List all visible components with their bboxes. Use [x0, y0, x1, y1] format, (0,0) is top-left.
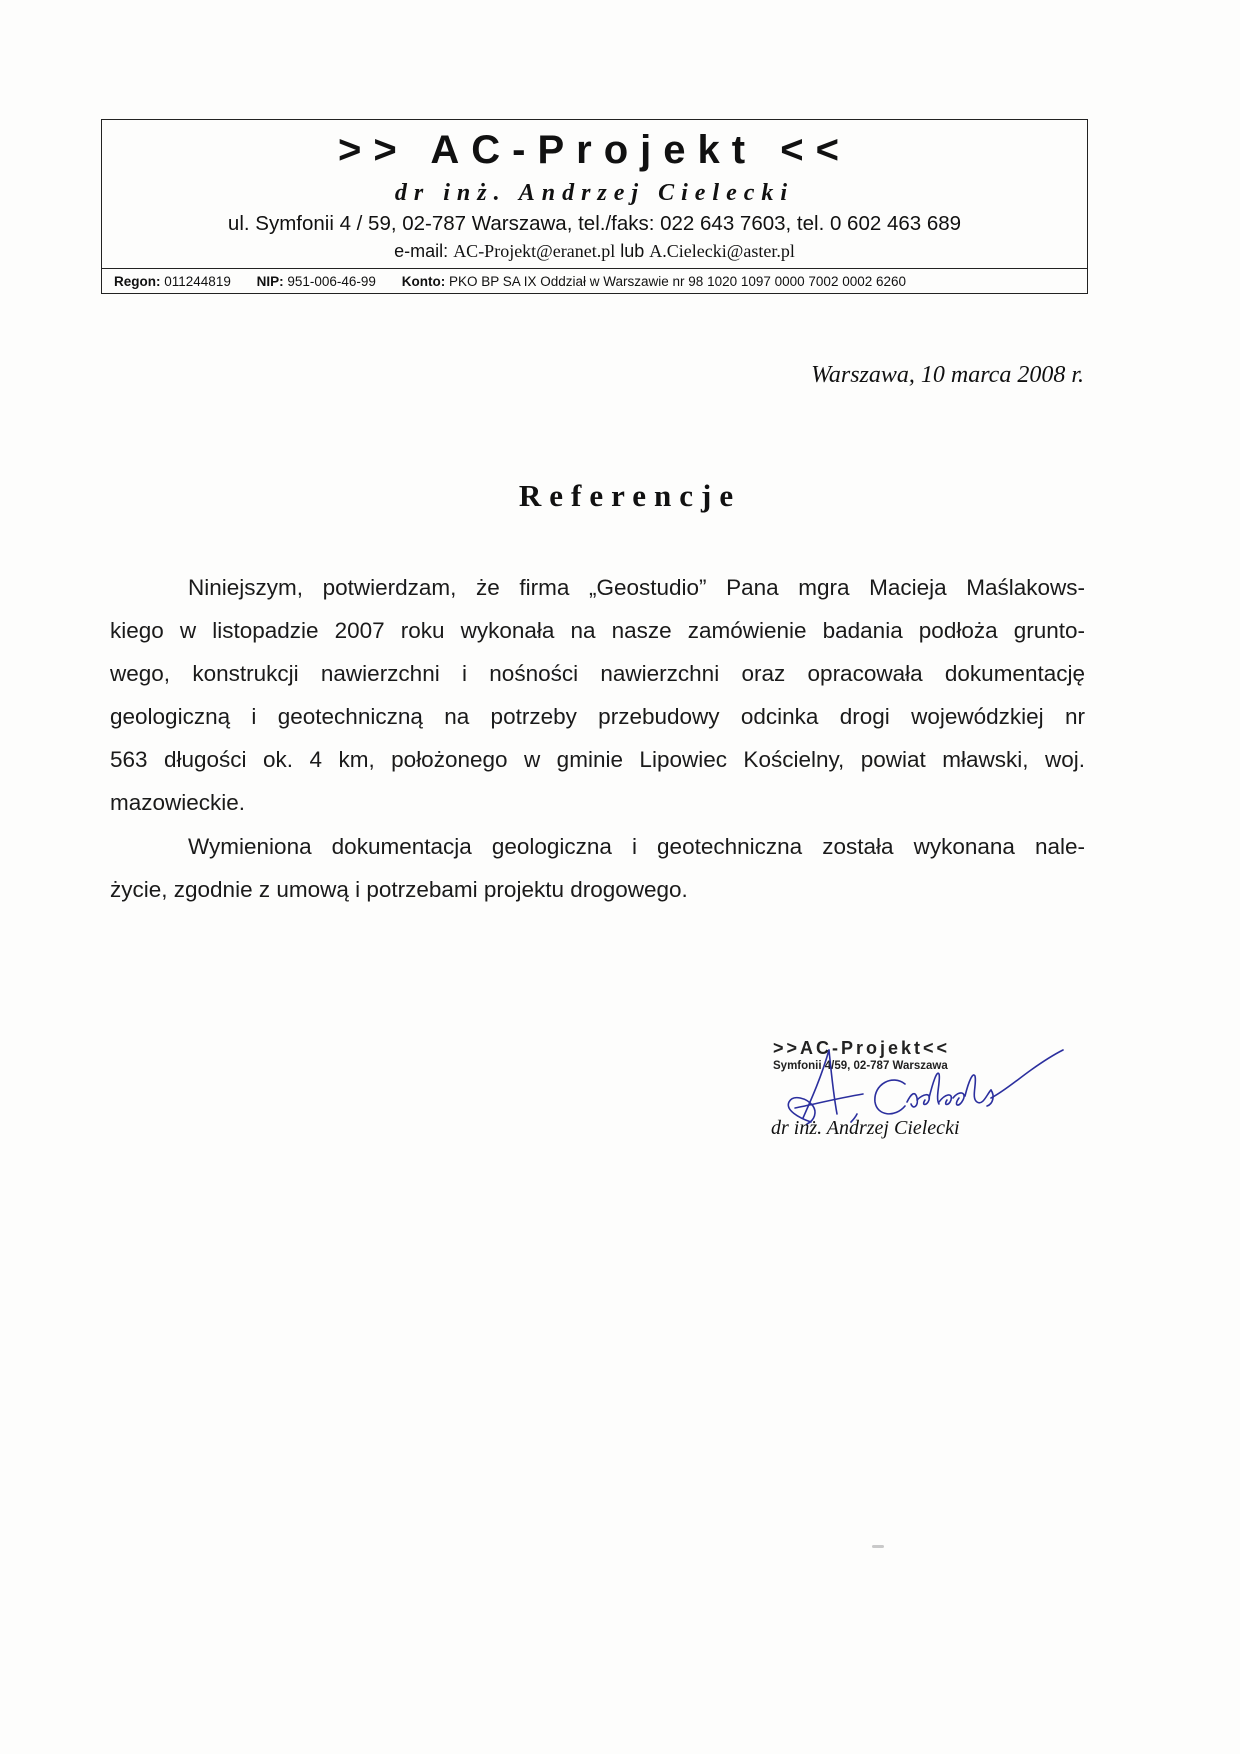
- regon-value: 011244819: [164, 274, 231, 289]
- paragraph-line: kiego w listopadzie 2007 roku wykonała na nasze zamówienie badania podłoża grunto-: [110, 618, 1085, 643]
- nip-label: NIP:: [256, 274, 284, 289]
- company-address: ul. Symfonii 4 / 59, 02-787 Warszawa, tel./faks: 022 643 7603, tel. 0 602 463 689: [227, 212, 962, 235]
- regon-label: Regon:: [114, 274, 161, 289]
- email-separator: lub: [620, 241, 645, 261]
- scan-mark: [872, 1545, 884, 1548]
- signer-name: dr inż. Andrzej Cielecki: [771, 1117, 960, 1139]
- company-owner: dr inż. Andrzej Cielecki: [394, 180, 795, 206]
- paragraph-line: Niniejszym, potwierdzam, że firma „Geostudio” Pana mgra Macieja Maślakows-: [188, 575, 1085, 600]
- stamp-company-name: >>AC-Projekt<<: [773, 1038, 951, 1058]
- letterhead: [101, 119, 1088, 294]
- email-secondary: A.Cielecki@aster.pl: [649, 241, 795, 261]
- konto-value: PKO BP SA IX Oddział w Warszawie nr 98 1020 1097 0000 7002 0002 6260: [448, 274, 907, 289]
- paragraph-line: mazowieckie.: [110, 790, 246, 815]
- email-label: e-mail:: [394, 241, 449, 261]
- company-email-line: [102, 241, 1087, 262]
- letter-title: Referencje: [518, 478, 742, 513]
- email-primary: AC-Projekt@eranet.pl: [453, 241, 616, 261]
- paragraph-line: Wymieniona dokumentacja geologiczna i geotechniczna została wykonana nale-: [188, 834, 1085, 859]
- body-paragraph-1: [110, 566, 1085, 824]
- stamp-address: Symfonii 4/59, 02-787 Warszawa: [773, 1060, 948, 1072]
- letter-date: Warszawa, 10 marca 2008 r.: [811, 362, 1084, 388]
- paragraph-line: 563 długości ok. 4 km, położonego w gminie Lipowiec Kościelny, powiat mławski, woj.: [110, 747, 1085, 772]
- konto-label: Konto:: [401, 274, 446, 289]
- paragraph-line: życie, zgodnie z umową i potrzebami projektu drogowego.: [110, 877, 688, 902]
- paragraph-line: geologiczną i geotechniczną na potrzeby przebudowy odcinka drogi wojewódzkiej nr: [110, 704, 1085, 729]
- body-paragraph-2: [110, 825, 1085, 911]
- company-name: >> AC-Projekt <<: [338, 128, 851, 172]
- nip-value: 951-006-46-99: [287, 274, 376, 289]
- company-registration-line: [102, 268, 1087, 293]
- paragraph-line: wego, konstrukcji nawierzchni i nośności nawierzchni oraz opracowała dokumentację: [110, 661, 1085, 686]
